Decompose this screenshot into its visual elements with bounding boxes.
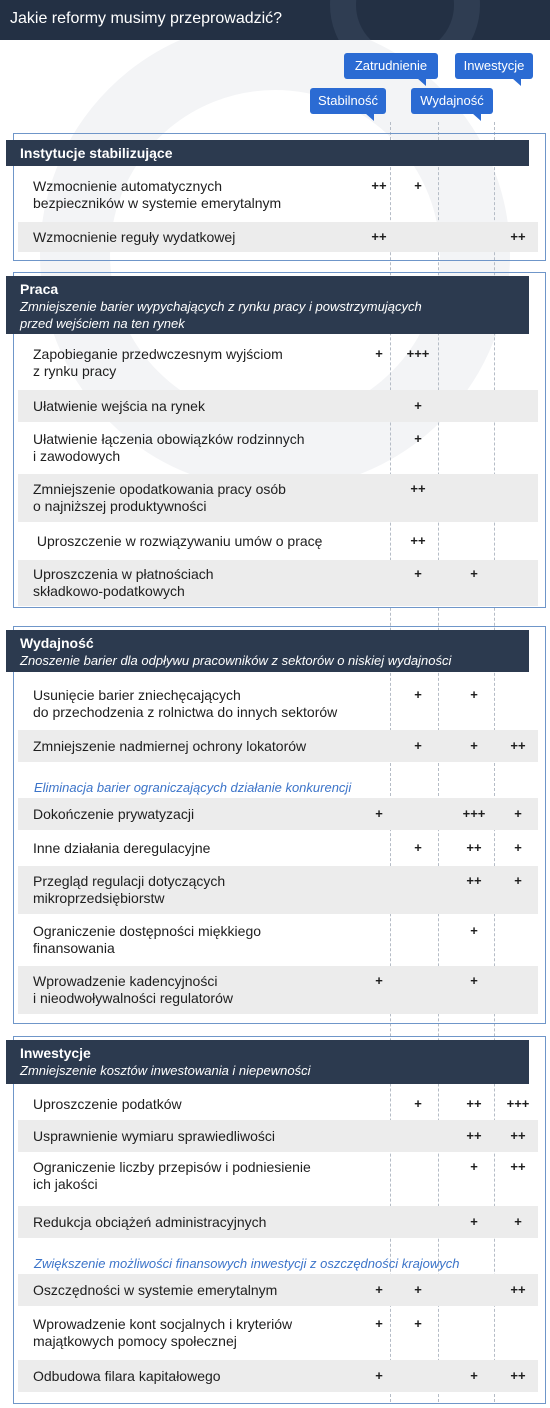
row-label [33,398,205,415]
row-label [33,178,281,212]
row-label [33,1316,292,1350]
impact-mark: ++ [371,178,387,193]
row-label [33,533,322,550]
row-label [33,1282,277,1299]
impact-mark: ++ [466,873,482,888]
row-label-line: z rynku pracy [33,363,117,379]
row-label [33,346,283,380]
impact-mark: + [514,873,522,888]
row-label [33,687,337,721]
impact-mark: ++ [510,1368,526,1383]
row-label-line: Wprowadzenie kadencyjności [33,973,218,989]
table-row [18,338,538,388]
impact-mark: +++ [406,346,430,361]
row-label-line: Redukcja obciążeń administracyjnych [33,1213,267,1230]
row-label-line: majątkowych pomocy społecznej [33,1333,237,1349]
table-row [18,526,538,556]
section-subtitle-line: przed wejściem na ten rynek [20,316,185,331]
impact-mark: ++ [510,1128,526,1143]
row-label [33,806,194,823]
impact-mark: ++ [466,840,482,855]
table-row [18,170,538,220]
row-label-line: finansowania [33,940,115,956]
header-ring-decoration [330,0,480,40]
impact-mark: + [375,973,383,988]
impact-mark: ++ [510,738,526,753]
section-title: Instytucje stabilizujące [20,145,173,161]
impact-mark: ++ [371,229,387,244]
row-label-line: Oszczędności w systemie emerytalnym [33,1281,278,1298]
page-title: Jakie reformy musimy przeprowadzić? [10,10,283,27]
table-row [18,474,538,522]
row-label-line: Usunięcie barier zniechęcających [33,687,241,703]
impact-mark: + [414,687,422,702]
section-header [6,1040,529,1084]
row-label-line: Ograniczenie dostępności miękkiego [33,923,262,939]
table-row [18,1360,538,1392]
section-subtitle [20,1062,310,1079]
row-label [33,566,214,600]
section-subtitle-line: Zmniejszenie kosztów inwestowania i niepewności [20,1063,311,1078]
impact-mark: + [414,178,422,193]
row-label-line: mikroprzedsiębiorstw [33,890,165,906]
table-row [18,680,538,728]
row-label [33,923,261,957]
row-label-line: Przegląd regulacji dotyczących [33,873,226,889]
table-row [18,966,538,1014]
section-subtitle-line: Znoszenie barier dla odpływu pracowników z sektorów o niskiej wydajności [20,653,452,668]
impact-mark: + [470,1159,478,1174]
column-header-1: Stabilność [310,88,386,114]
table-row [18,390,538,422]
column-header-2: Zatrudnienie [344,53,438,79]
row-label-line: bezpieczników w systemie emerytalnym [33,195,282,211]
row-label-line: i zawodowych [33,448,121,464]
impact-mark: + [514,1214,522,1229]
row-label [33,1368,221,1385]
column-header-4: Inwestycje [455,53,533,79]
row-label-line: i nieodwoływalności regulatorów [33,990,233,1006]
section-header [6,140,529,166]
table-row [18,222,538,252]
section-header [6,630,529,672]
impact-mark: + [375,1316,383,1331]
row-label-line: Uproszczenia w płatnościach [33,566,214,582]
impact-mark: + [514,840,522,855]
impact-mark: + [375,346,383,361]
table-row [18,424,538,472]
table-row [18,798,538,830]
table-row [18,916,538,964]
section-title: Wydajność [20,635,94,651]
impact-mark: + [414,431,422,446]
row-label-line: Ułatwienie łączenia obowiązków rodzinnych [33,431,305,447]
section-subtitle [20,298,422,332]
table-row [18,730,538,762]
row-label-line: o najniższej produktywności [33,498,207,514]
row-label-line: Usprawnienie wymiaru sprawiedliwości [33,1127,275,1144]
section-subtitle-line: Zmniejszenie barier wypychających z rynku pracy i powstrzymujących [20,299,422,314]
table-row [18,1308,538,1358]
impact-mark: + [470,973,478,988]
table-row [18,1088,538,1120]
impact-mark: + [414,1096,422,1111]
section-title: Inwestycje [20,1045,91,1061]
column-header-3: Wydajność [411,88,493,114]
row-label [33,973,233,1007]
row-label [33,431,305,465]
table-row [18,1206,538,1238]
row-label [33,873,225,907]
row-label [33,1159,311,1193]
section-title: Praca [20,281,59,297]
table-row [18,1274,538,1306]
impact-mark: ++ [466,1096,482,1111]
impact-mark: + [414,1282,422,1297]
impact-mark: + [414,840,422,855]
impact-mark: + [470,1368,478,1383]
impact-mark: + [514,806,522,821]
impact-mark: + [375,1282,383,1297]
table-row [18,1120,538,1152]
table-row [18,1152,538,1200]
impact-mark: + [375,1368,383,1383]
impact-mark: ++ [510,1159,526,1174]
impact-mark: + [470,687,478,702]
impact-mark: + [414,738,422,753]
row-label-line: Dokończenie prywatyzacji [33,805,195,822]
impact-mark: + [414,398,422,413]
row-label-line: Ograniczenie liczby przepisów i podniesienie [33,1159,311,1175]
impact-mark: ++ [510,229,526,244]
impact-mark: +++ [462,806,486,821]
impact-mark: + [470,738,478,753]
impact-mark: + [470,1214,478,1229]
row-label [33,481,286,515]
row-label-line: Inne działania deregulacyjne [33,839,211,856]
section-subtitle [20,652,451,669]
row-label [33,840,210,857]
impact-mark: + [470,566,478,581]
page-header [0,0,550,40]
impact-mark: + [414,1316,422,1331]
impact-mark: ++ [410,533,426,548]
impact-mark: ++ [466,1128,482,1143]
impact-mark: +++ [506,1096,530,1111]
row-label-line: Zapobieganie przedwczesnym wyjściom [33,346,283,362]
section-subheading: Zwiększenie możliwości finansowych inwestycji z oszczędności krajowych [34,1256,460,1271]
row-label-line: do przechodzenia z rolnictwa do innych sektorów [33,704,338,720]
row-label-line: Zmniejszenie nadmiernej ochrony lokatorów [33,737,307,754]
row-label-line: Odbudowa filara kapitałowego [33,1367,221,1384]
impact-mark: + [470,923,478,938]
row-label [33,1096,182,1113]
table-row [18,560,538,606]
row-label [33,738,306,755]
row-label [33,1214,266,1231]
row-label-line: Wzmocnienie reguły wydatkowej [33,228,236,245]
table-row [18,832,538,864]
impact-mark: ++ [410,481,426,496]
row-label-line: Wprowadzenie kont socjalnych i kryteriów [33,1316,293,1332]
row-label [33,1128,275,1145]
row-label-line: składkowo-podatkowych [33,583,185,599]
section-subheading: Eliminacja barier ograniczających działanie konkurencji [34,780,352,795]
row-label-line: Wzmocnienie automatycznych [33,178,223,194]
row-label-line: Zmniejszenie opodatkowania pracy osób [33,481,286,497]
row-label [33,229,235,246]
row-label-line: ich jakości [33,1176,98,1192]
table-row [18,866,538,914]
impact-mark: + [414,566,422,581]
impact-mark: ++ [510,1282,526,1297]
row-label-line: Ułatwienie wejścia na rynek [33,397,205,414]
row-label-line: Uproszczenie w rozwiązywaniu umów o pracę [33,532,323,549]
section-header [6,276,529,334]
impact-mark: + [375,806,383,821]
row-label-line: Uproszczenie podatków [33,1095,182,1112]
